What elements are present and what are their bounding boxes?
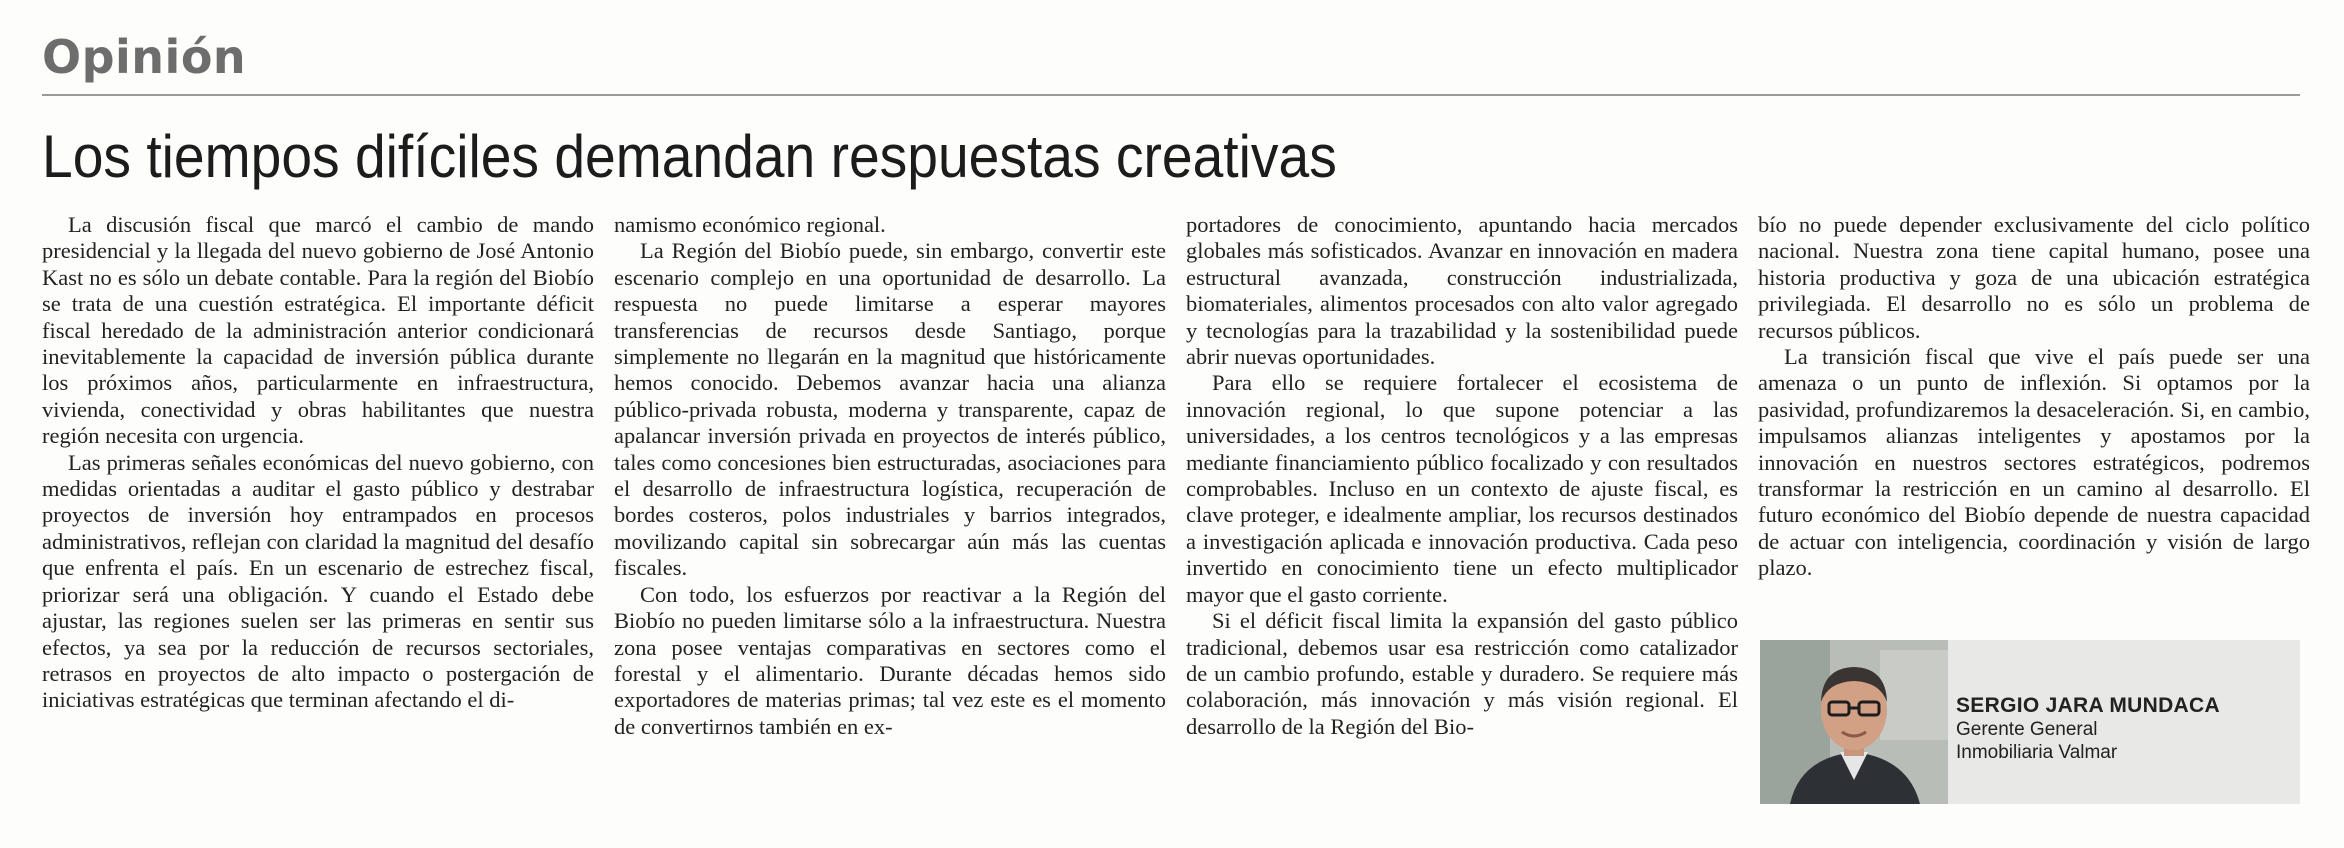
paragraph: Si el déficit fiscal limita la expansión del gasto público tradicional, debemos usar esa restricción como catalizador de un cambio profundo, estable y duradero. Se requiere más colaboración, más innovación y más visión regional. El desarrollo de la Región del Bio-	[1186, 608, 1738, 739]
section-divider	[42, 94, 2300, 96]
author-credit	[1956, 694, 2220, 764]
author-portrait	[1760, 640, 1948, 804]
column-1	[42, 212, 594, 832]
paragraph: La Región del Biobío puede, sin embargo, convertir este escenario complejo en una oportunidad de desarrollo. La respuesta no puede limitarse a esperar mayores transferencias de recursos desde Santiago, porque simplemente no llegarán en la magnitud que históricamente hemos conocido. Debemos avanzar hacia una alianza público-privada robusta, moderna y transparente, capaz de apalancar inversión privada en proyectos de interés público, tales como concesiones bien estructuradas, asociaciones para el desarrollo de infraestructura logística, recuperación de bordes costeros, polos industriales y barrios integrados, movilizando capital sin sobrecargar aún más las cuentas fiscales.	[614, 238, 1166, 581]
author-box	[1760, 640, 2300, 804]
paragraph: Con todo, los esfuerzos por reactivar a la Región del Biobío no pueden limitarse sólo a la infraestructura. Nuestra zona posee ventajas comparativas en sectores como el forestal y el alimentario. Durante décadas hemos sido exportadores de materias primas; tal vez este es el momento de convertirnos también en ex-	[614, 581, 1166, 739]
paragraph: La transición fiscal que vive el país puede ser una amenaza o un punto de inflexión. Si optamos por la pasividad, profundizaremos la desaceleración. Si, en cambio, impulsamos alianzas inteligentes y apostamos por la innovación en nuestros sectores estratégicos, podremos transformar la restricción en un camino al desarrollo. El futuro económico del Biobío depende de nuestra capacidad de actuar con inteligencia, coordinación y visión de largo plazo.	[1758, 344, 2310, 581]
section-label: Opinión	[42, 30, 247, 84]
headline: Los tiempos difíciles demandan respuestas creativas	[42, 123, 1337, 190]
paragraph: bío no puede depender exclusivamente del ciclo político nacional. Nuestra zona tiene capital humano, posee una historia productiva y goza de una ubicación estratégica privilegiada. El desarrollo no es sólo un problema de recursos públicos.	[1758, 212, 2310, 343]
portrait-photo	[1760, 640, 1948, 804]
column-3	[1186, 212, 1738, 832]
paragraph: portadores de conocimiento, apuntando hacia mercados globales más sofisticados. Avanzar en innovación en madera estructural avanzada, construcción industrializada, biomateriales, alimentos procesados con alto valor agregado y tecnologías para la trazabilidad y la sostenibilidad puede abrir nuevas oportunidades.	[1186, 212, 1738, 370]
author-name: SERGIO JARA MUNDACA	[1956, 694, 2220, 717]
paragraph: Para ello se requiere fortalecer el ecosistema de innovación regional, lo que supone potenciar a las universidades, a los centros tecnológicos y a las empresas mediante financiamiento público focalizado y con resultados comprobables. Incluso en un contexto de ajuste fiscal, es clave proteger, e idealmente ampliar, los recursos destinados a investigación aplicada e innovación productiva. Cada peso invertido en conocimiento tiene un efecto multiplicador mayor que el gasto corriente.	[1186, 370, 1738, 607]
author-role: Gerente General	[1956, 719, 2098, 740]
paragraph: La discusión fiscal que marcó el cambio de mando presidencial y la llegada del nuevo gobierno de José Antonio Kast no es sólo un debate contable. Para la región del Biobío se trata de una cuestión estratégica. El importante déficit fiscal heredado de la administración anterior condicionará inevitablemente la capacidad de inversión pública durante los próximos años, particularmente en infraestructura, vivienda, conectividad y obras habilitantes que nuestra región necesita con urgencia.	[42, 212, 594, 449]
paragraph: Las primeras señales económicas del nuevo gobierno, con medidas orientadas a auditar el gasto público y destrabar proyectos de inversión hoy entrampados en procesos administrativos, reflejan con claridad la magnitud del desafío que enfrenta el país. En un escenario de estrechez fiscal, priorizar será una obligación. Y cuando el Estado debe ajustar, las regiones suelen ser las primeras en sentir sus efectos, ya sea por la reducción de recursos sectoriales, retrasos en proyectos de alto impacto o postergación de iniciativas estratégicas que terminan afectando el di-	[42, 449, 594, 713]
column-2	[614, 212, 1166, 832]
author-organization: Inmobiliaria Valmar	[1956, 742, 2118, 763]
paragraph: namismo económico regional.	[614, 212, 886, 237]
